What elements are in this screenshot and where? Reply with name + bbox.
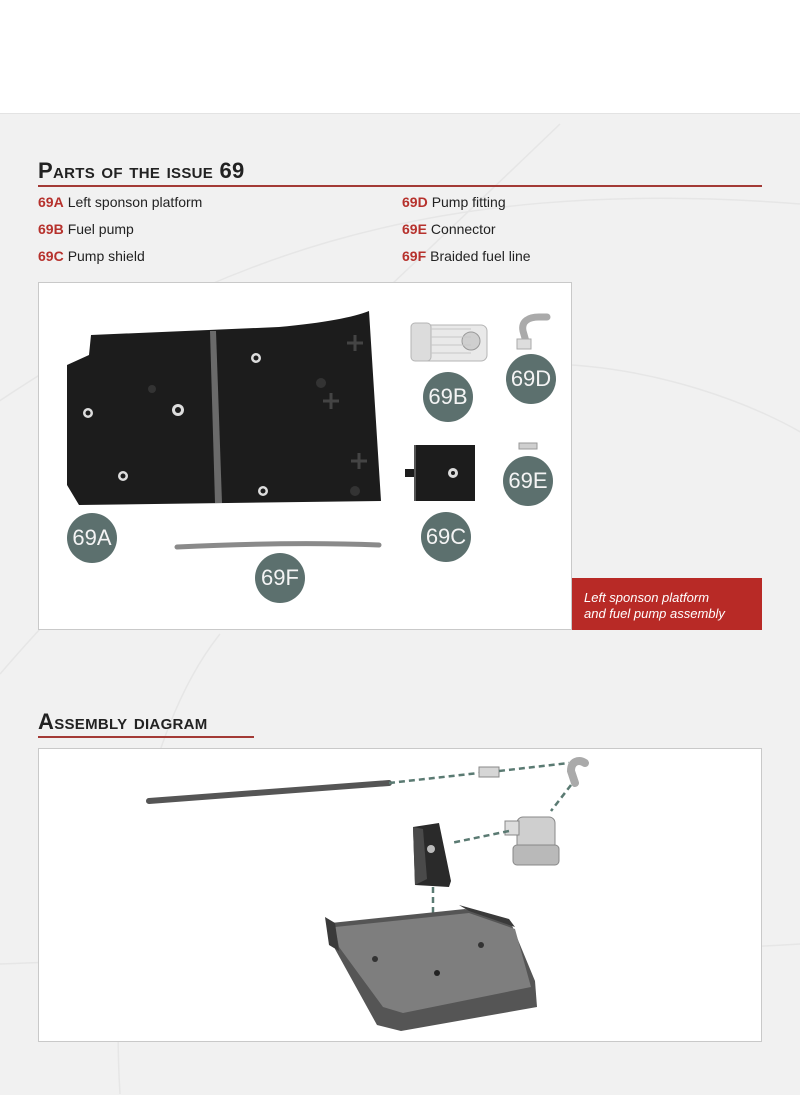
assembly-title-rule (38, 736, 254, 738)
assembly-platform (325, 905, 537, 1031)
fuel-pump-image (411, 323, 487, 361)
badge-69f: 69F (255, 553, 305, 603)
part-item-69e: 69E Connector (402, 221, 496, 237)
assembly-fuel-line (149, 783, 389, 801)
badge-69a: 69A (67, 513, 117, 563)
part-item-69c: 69C Pump shield (38, 248, 145, 264)
badge-69c: 69C (421, 512, 471, 562)
assembly-fitting (571, 761, 585, 783)
pump-fitting-image (517, 317, 547, 349)
caption-line-1: Left sponson platform (584, 590, 710, 605)
assembly-pump-shield (413, 823, 451, 887)
parts-photo (39, 283, 571, 629)
assembly-connector (479, 767, 499, 777)
badge-69e: 69E (503, 456, 553, 506)
parts-list-right (402, 189, 531, 270)
assembly-diagram-frame (38, 748, 762, 1042)
assembly-section-title: Assembly diagram (38, 709, 208, 734)
caption-line-2: and fuel pump assembly (584, 606, 725, 621)
parts-section-title: Parts of the issue 69 (38, 158, 245, 183)
platform-plate-image (67, 311, 381, 505)
fuel-line-image (177, 544, 379, 547)
part-item-69b: 69B Fuel pump (38, 221, 134, 237)
pump-shield-image (405, 445, 475, 501)
part-item-69a: 69A Left sponson platform (38, 194, 203, 210)
parts-caption (572, 578, 762, 630)
parts-list-left (38, 189, 202, 270)
part-item-69f: 69F Braided fuel line (402, 248, 531, 264)
assembly-pump (505, 817, 559, 865)
connector-image (519, 443, 537, 449)
badge-69b: 69B (423, 372, 473, 422)
part-item-69d: 69D Pump fitting (402, 194, 506, 210)
parts-photo-frame (38, 282, 572, 630)
parts-title-rule (38, 185, 762, 187)
assembly-diagram (39, 749, 761, 1041)
badge-69d: 69D (506, 354, 556, 404)
